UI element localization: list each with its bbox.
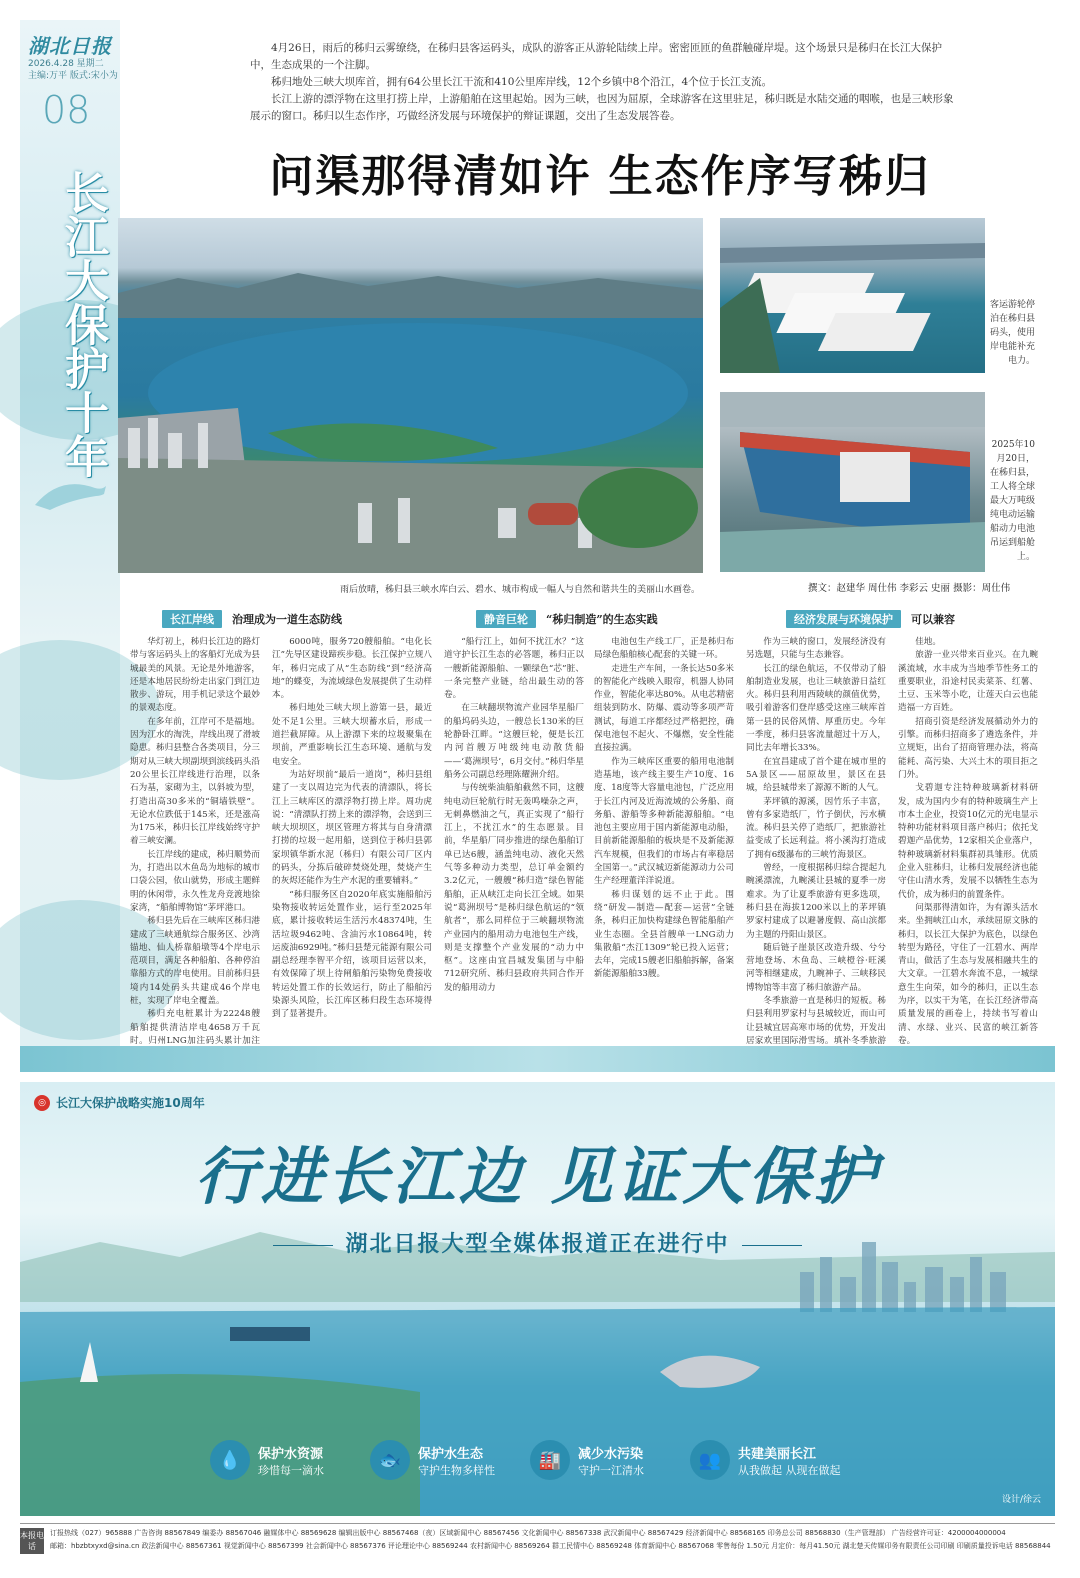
footer-info: [50, 1527, 1050, 1553]
section-tag: 长江岸线: [162, 610, 222, 628]
intro-paragraph: 秭归地处三峡大坝库首，拥有64公里长江干流和410公里库岸线，12个乡镇中8个沿江，4个位于长江支流。: [271, 76, 773, 88]
landscape-illustration: [118, 218, 703, 573]
editors: 主编:万平 版式:宋小为: [28, 71, 118, 81]
people-icon: 👥: [690, 1440, 730, 1480]
paragraph: 戈碧迦专注特种玻璃新材料研发，成为国内少有的特种玻璃生产上市本土企业，投资10亿元的光电显示特种功能材料项目落户秭归；依托戈碧迦产品优势，12家相关企业落户，特种玻璃新材料集群初具雏形。优质企业入驻秭归，让秭归发展经济也能守住山清水秀，发展不以牺牲生态为代价，成为秭归的前置条件。: [898, 783, 1038, 900]
paragraph: 随后链子崖景区改造升级、兮兮营地登场、木鱼岛、三峡橙谷·旺溪河等相继建成，九畹神子、三峡移民博物馆等丰富了秭归旅游产品。: [746, 942, 886, 993]
footer-row: 邮箱：hbzbtxyxd@sina.cn 政法新闻中心 88567361 视觉新闻中心 88567399 社会新闻中心 88567376 评论理论中心 88569244 农村新闻中心 88569264 群工民情中心 88569248 体育新闻中心 88567068 零售每份 1.50元 月定价：每月41.50元 湖北楚天传媒印务有限责任公司印刷 印刷质量投诉电话 88568844: [50, 1542, 1051, 1550]
paragraph: 作为三峡库区重要的船用电池制造基地，该产线主要生产10度、16度、18度等大容量电池包，广泛应用于长江内河及近海流域的公务船、商务船、游船等多种新能源船舶。“电池包主要应用于国内新能源电动船，目前新能源船舶的板块是不及新能源汽车规模，但我们的市场占有率稳居全国第一。”武汉城迈新能源动力公司生产经理董洋洋说道。: [594, 756, 734, 887]
ferry-illustration: [720, 218, 985, 373]
paragraph: “秭归服务区自2020年底实施船舶污染物接收转运处置作业，运行至2025年底，累计接收转运生活污水48374吨，生活垃圾9462吨、含油污水10864吨，转运废油6929吨。”秭归县楚元能源有限公司副总经理李智平介绍，该项目运营以来，有效保障了坝上待闸船舶污染物免费接收转运处置工作的长效运行，防止了船舶污染源头风险，长江库区秭归段生态环境得到了显著提升。: [272, 889, 432, 1020]
slogan-sub: 从我做起 从现在做起: [738, 1463, 841, 1477]
paragraph: “船行江上，如何不扰江水？”这道守护长江生态的必答题，秭归正以一艘新能源船舶、一颗绿色“芯”脏、一条完整产业链，给出最生动的答卷。: [444, 637, 584, 701]
paragraph: 冬季旅游一直是秭归的短板。秭归县利用罗家村与县城较近，而山可让县城宜居高寒市场的优势，开发出居家欢里国际滑雪场。填补冬季旅游: [746, 996, 886, 1046]
water-drop-icon: 💧: [210, 1440, 250, 1480]
slogan-item: [210, 1440, 324, 1480]
footer-row: 订报热线（027）965888 广告咨询 88567849 编委办 88567046 融媒体中心 88569628 编辑出版中心 88567468（夜）区域新闻中心 88567456 文化新闻中心 88567338 武汉新闻中心 88567429 经济新闻中心 88568165 印务总公司 88568830（生产管理部） 广告经营许可证：4200004000004: [50, 1529, 1006, 1537]
main-photo-caption: 雨后放晴，秭归县三峡水库白云、碧水、城市构成一幅人与自然和谐共生的美丽山水画卷。: [340, 585, 701, 595]
slogan-item: [530, 1440, 644, 1480]
slogan-sub: 守护一江清水: [578, 1463, 644, 1477]
campaign-logo-text: 长江大保护战略实施10周年: [56, 1096, 205, 1110]
section-header-1: [162, 610, 342, 628]
decorative-band: [20, 1046, 1055, 1072]
ship-photo: [720, 392, 985, 572]
section-tag: 经济发展与环境保护: [786, 610, 901, 628]
byline: 撰文：赵建华 周仕伟 李彩云 史丽 摄影：周仕伟: [808, 583, 1011, 594]
paragraph: 电池包生产线工厂，正是秭归布局绿色船舶核心配套的关键一环。: [594, 637, 734, 661]
page-number: 08: [42, 88, 91, 132]
paragraph: 作为三峡的窗口，发展经济没有另选题，只能与生态兼容。: [746, 637, 886, 661]
campaign-logo: [34, 1094, 205, 1111]
paragraph: 秭归谋划的远不止于此。围绕“研发—制造—配套—运营”全链条，秭归正加快构建绿色智能船舶产业生态圈。全县首艘单一LNG动力集散船“杰江1309”轮已投入运营；去年，完成15艘老旧船舶拆解，备案新能源船舶33艘。: [594, 889, 734, 980]
paragraph: 在三峡翻坝物流产业园华星船厂的船坞码头边，一艘总长130米的巨轮静卧江畔。“这艘巨轮，便是长江内河首艘万吨级纯电动散货船——‘葛洲坝号’，6月交付。”秭归华星船务公司副总经理陈耀洲介绍。: [444, 703, 584, 780]
poster-subtitle: 湖北日报大型全媒体报道正在进行中: [20, 1227, 1055, 1258]
paragraph: 曾经，一度根据秭归综合提起九畹溪漂流，九畹溪让县城的夏季一房难求。为了让夏季旅游有更多选项，秭归县在海拔1200米以上的茅坪镇罗家村建成了以避暑度假、高山滨都为主题的丹阳山景区。: [746, 863, 886, 940]
paragraph: 为站好坝前“最后一道岗”，秭归县组建了一支以周边完为代表的清漂队，将长江上三峡库区的漂浮物打捞上岸。周功虎说：“清漂队打捞上来的漂浮物，会送到三峡大坝坝区，坝区管理方将其与自身清漂打捞的垃圾一起用船，送到位于秭归县郭家坝镇华新水泥（秭归）有限公司厂区内的码头，分拣后破碎焚烧处理，焚烧产生的灰烬还能作为生产水泥的重要辅料。”: [272, 769, 432, 887]
paragraph: 在宜昌建成了首个建在城市里的5A景区——屈原故里，景区在县城，给县城带来了源源不断的人气。: [746, 756, 886, 794]
paragraph: 与传统柴油船舶截然不同，这艘纯电动巨轮航行时无轰鸣噪杂之声，无刺鼻燃油之气，真正实现了“船行江上，不扰江水”的生态愿景。目前，华星船厂同步推进的绿色船舶订单已达6艘，涵盖纯电动、液化天然气等多种动力类型，总订单金额约3.2亿元，一艘艘“秭归造”绿色智能船舶，正从峡江走向长江全域。如果说“葛洲坝号”是秭归绿色航运的“领航者”，那么同样位于三峡翻坝物流产业园内的船用动力电池包生产线，则是支撑整个产业发展的“动力中枢”。这座由宜昌城发集团与中船712研究所、秭归县政府共同合作开发的船用动力: [444, 783, 584, 993]
article-column-6: [898, 636, 1038, 1046]
slogan-title: 保护水资源: [258, 1446, 324, 1462]
article-column-5: [746, 636, 886, 1046]
slogan-title: 共建美丽长江: [738, 1446, 817, 1462]
slogan-title: 保护水生态: [418, 1446, 484, 1462]
issue-date: 2026.4.28 星期二: [28, 59, 104, 69]
designer-credit: 设计/徐云: [1001, 1495, 1041, 1505]
paragraph: 6000吨，服务720艘船舶。“电化长江”先导区建设蹄疾步稳。长江保护立规八年，秭归完成了从“生态防线”到“经济高地”的蝶变，为流域绿色发展提供了生动样本。: [272, 637, 432, 701]
ship-illustration: [720, 392, 985, 572]
issue-meta: [28, 58, 118, 82]
paragraph: 问渠那得清如许，为有源头活水来。坐拥峡江山水，承续屈原文脉的秭归，以长江大保护为底色，以绿色转型为路径，守住了一江碧水、两岸青山，做活了生态与发展相融共生的大文章。一江碧水奔流不息，一城绿意生生向荣，如今的秭归，正以生态为序，以实干为笔，在长江经济带高质量发展的画卷上，持续书写着山清、水绿、业兴、民富的峡江新答卷。: [898, 902, 1038, 1046]
section-title: 治理成为一道生态防线: [232, 613, 342, 626]
paragraph: 旅游一业兴带来百业兴。在九畹溪流域，水丰成为当地季节性务工的重要职业，沿途村民卖菜茶、红薯、土豆、玉米等小吃，让莲天白云也能造福一方百姓。: [898, 650, 1038, 714]
headline: 问渠那得清如许 生态作序写秭归: [269, 151, 931, 202]
paragraph: 秭归地处三峡大坝上游第一县，最近处不足1公里。三峡大坝蓄水后，形成一道拦截屏障。从上游漂下来的垃圾聚集在坝前，严重影响长江生态环境、通航与发电安全。: [272, 703, 432, 767]
paragraph: 华灯初上，秭归长江边的路灯带与客运码头上的客船灯光成为县城最美的风景。无论是外地游客，还是本地居民纷纷走出家门到江边散步、游玩，用手机记录这个最妙的景观态度。: [130, 637, 260, 714]
main-photo: [118, 218, 703, 573]
fish-icon: 🐟: [370, 1440, 410, 1480]
campaign-poster: [20, 1082, 1055, 1516]
article-column-1: [130, 636, 260, 1046]
ship-caption: 2025年10月20日，在秭归县，工人将全球最大万吨级纯电动运输船动力电池吊运到船舱上。: [990, 440, 1036, 562]
dolphin-icon: [30, 470, 110, 520]
paragraph: 长江的绿色航运，不仅带动了船舶制造业发展，也让三峡旅游日益红火。秭归县利用西陵峡的颜值优势，吸引着游客们登岸感受这座三峡库首第一县的民俗风情、厚重历史。今年一季度，秭归县客流量超过十万人，同比去年增长33%。: [746, 663, 886, 754]
factory-icon: 🏭: [530, 1440, 570, 1480]
paragraph: 长江岸线的建成，秭归顺势而为，打造出以木鱼岛为地标的城市口袋公园，依山就势，形成主题鲜明的休闲带，永久性龙舟竞渡地徐家湾，“船舶博物馆”茅坪港口。: [130, 849, 260, 913]
paragraph: 茅坪镇的源溪，因竹乐子丰富，曾有多家造纸厂，竹子倒伏，污水横流。秭归县关停了造纸厂，把旅游社益变成了长远利益。将小溪沟打造成了拥有6级瀑布的三峡竹海景区。: [746, 796, 886, 860]
paragraph: 走进生产车间，一条长达50多米的智能化产线映入眼帘，机器人协同作业，智能化率达80%。从电芯精密组装到防水、防爆、震动等多项严苛测试，每道工序都经过严格把控，确保电池包不起火、不爆燃，安全性能直接拉满。: [594, 663, 734, 754]
article-column-4: [594, 636, 734, 1046]
slogan-sub: 守护生物多样性: [418, 1463, 495, 1477]
section-title: 可以兼容: [911, 613, 955, 626]
section-title: “秭归制造”的生态实践: [546, 613, 658, 626]
paragraph: 秭归县先后在三峡库区秭归港建成了三峡通航综合服务区、沙湾锚地、仙人桥靠船墩等4个岸电示范项目，满足各种船舶、各种停泊靠船方式的岸电使用。目前秭归县境内14处码头共建成46个岸电桩，实现了岸电全覆盖。: [130, 916, 260, 1007]
paragraph: 在多年前，江岸可不是福地。因为江水的淘洗，岸线出现了滑坡隐患。秭归县整合各类项目，分三期对从三峡大坝副坝到滨线码头沿20公里长江岸线进行治理，以条石为基，家砌为主，以斜坡为型，打造出高30多米的“铜墙铁壁”。无论水位跌低于145米，还是涨高为175米，秭归长江岸线始终守护着三峡安澜。: [130, 716, 260, 847]
article-column-3: [444, 636, 584, 1046]
poster-title: 行进长江边 见证大保护: [194, 1140, 881, 1213]
paragraph: 佳地。: [915, 637, 941, 647]
paragraph: 秭归充电桩累计为22248艘船舶提供清洁岸电4658万千瓦时。归州LNG加注码头累计加注: [130, 1009, 260, 1046]
slogan-title: 减少水污染: [578, 1446, 644, 1462]
paragraph: 招商引资是经济发展循动外力的引擎。而秭归招商多了遴选条件，并立规矩，出台了招商管理办法，将高能耗、高污染、大兴土木的项目拒之门外。: [898, 716, 1038, 780]
footer: [20, 1523, 1055, 1564]
emblem-icon: ◎: [34, 1095, 50, 1111]
intro-paragraph: 长江上游的漂浮物在这里打捞上岸，上游船舶在这里起始。因为三峡，也因为屈原，全球游客在这里驻足，秭归既是水陆交通的咽喉，也是三峡形象展示的窗口。秭归以生态作序，巧做经济发展与环境保护的辩证课题，交出了生态发展答卷。: [250, 93, 954, 122]
masthead: 湖北日报: [28, 34, 112, 58]
intro: [250, 40, 960, 125]
section-header-3: [786, 610, 955, 628]
section-header-2: [476, 610, 658, 628]
ferry-photo: [720, 218, 985, 373]
intro-paragraph: 4月26日，雨后的秭归云雾缭绕，在秭归县客运码头，成队的游客正从游轮陆续上岸。密密匝匝的鱼群触碰岸堤。这个场景只是秭归在长江大保护中，生态成果的一个注脚。: [250, 42, 943, 71]
column-title: 长江大保护十年: [57, 170, 108, 478]
footer-label: 本报电话: [20, 1528, 44, 1554]
section-tag: 静音巨轮: [476, 610, 536, 628]
ferry-caption: 客运游轮停泊在秭归县码头，使用岸电能补充电力。: [990, 300, 1036, 366]
article-column-2: [272, 636, 432, 1046]
slogan-item: [690, 1440, 841, 1480]
poster-slogans: [20, 1440, 1055, 1500]
slogan-item: [370, 1440, 495, 1480]
slogan-sub: 珍惜每一滴水: [258, 1463, 324, 1477]
